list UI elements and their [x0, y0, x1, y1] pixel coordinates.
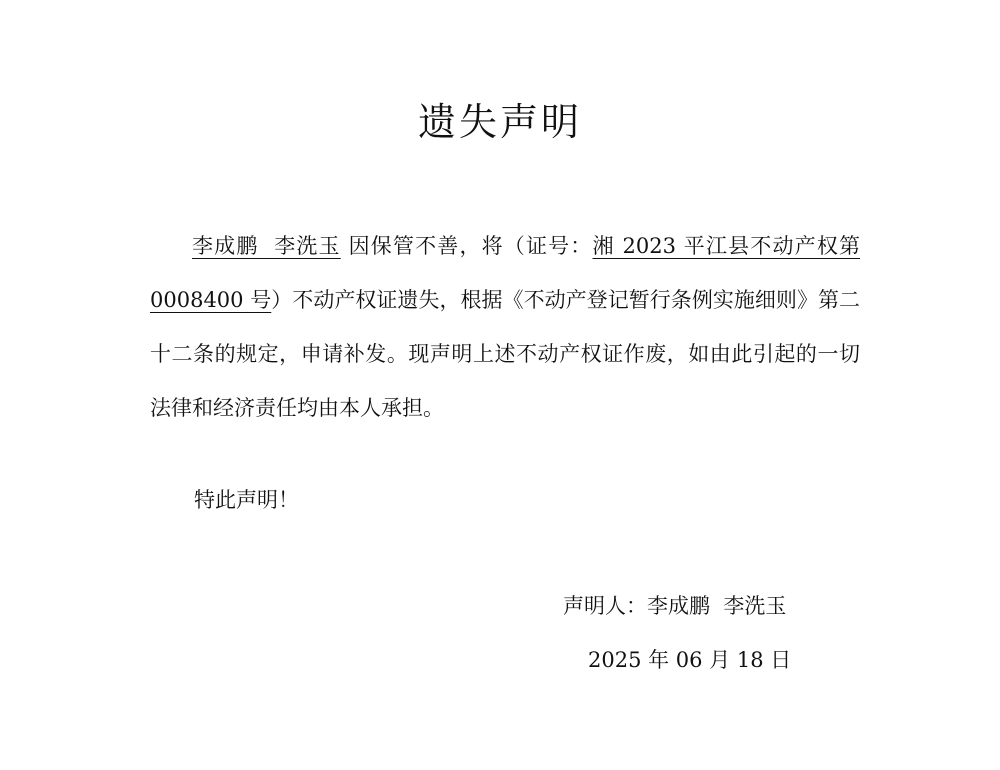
certificate-number: 湘 2023 平江县不动产权第 0008400 号 — [150, 234, 860, 312]
declaration-date: 2025 年 06 月 18 日 — [588, 648, 792, 672]
declaration-paragraph — [150, 219, 860, 435]
declarant-names: 李成鹏 李洗玉 — [647, 594, 787, 618]
declarant-line — [563, 586, 786, 626]
applicant-names: 李成鹏 李洗玉 — [192, 234, 341, 258]
paragraph-text-1: 因保管不善，将（证号： — [348, 234, 593, 258]
document-title: 遗失声明 — [417, 100, 582, 144]
closing-statement: 特此声明！ — [194, 488, 299, 512]
declarant-label: 声明人： — [563, 594, 647, 618]
paragraph-text-2: ）不动产权证遗失，根据《不动产登记暂行条例实施细则》第二十二条的规定，申请补发。现声明上述不动产权证作废，如由此引起的一切法律和经济责任均由本人承担。 — [150, 288, 861, 420]
